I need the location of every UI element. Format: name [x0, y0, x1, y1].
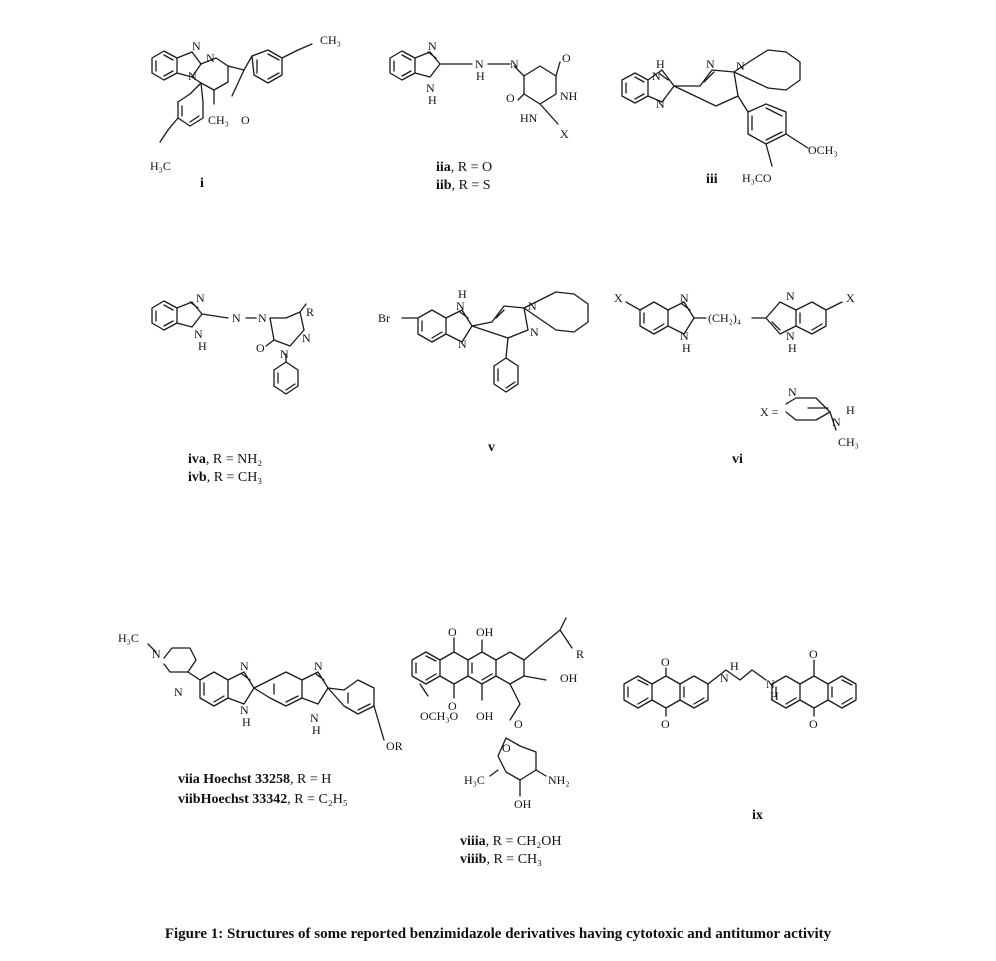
atom-o: O: [448, 699, 457, 713]
atom-oh: OH: [514, 797, 532, 811]
atom-n: N: [232, 311, 241, 325]
atom-oh: OH: [476, 625, 494, 639]
atom-o: O: [809, 717, 818, 731]
atom-o: O: [448, 625, 457, 639]
atoms-viii: [420, 625, 584, 811]
atom-n: N: [530, 325, 539, 339]
atom-x-eq: X =: [760, 405, 779, 419]
atom-hn: HN: [520, 111, 538, 125]
atom-h3c: H₃C: [150, 159, 171, 173]
atom-h3co: H₃CO: [742, 171, 772, 185]
label-ivb: ivb, R = CH₃: [188, 470, 263, 485]
atom-n: N: [766, 677, 775, 691]
atom-n: N: [428, 39, 437, 53]
atom-h3c: H₃C: [118, 631, 139, 645]
atoms-ii: [426, 39, 578, 141]
atom-or: OR: [386, 739, 403, 753]
atom-o: O: [241, 113, 250, 127]
label-vi: vi: [732, 452, 743, 467]
label-iib: iib, R = S: [436, 178, 491, 193]
atom-n: N: [510, 57, 519, 71]
atom-oh: OH: [476, 709, 494, 723]
atom-n: N: [310, 711, 319, 725]
label-viib: viibHoechst 33342, R = C₂H₅: [178, 792, 348, 807]
atom-nh2: NH₂: [548, 773, 570, 787]
atom-n: N: [240, 703, 249, 717]
atoms-v: [378, 287, 539, 351]
structure-ii: [390, 39, 578, 141]
atom-h: H: [656, 57, 665, 71]
label-viiia: viiia, R = CH₂OH: [460, 834, 562, 849]
structure-viii: [412, 618, 584, 811]
atom-o: O: [514, 717, 523, 731]
atom-n: N: [458, 337, 467, 351]
label-viia: viia Hoechst 33258, R = H: [178, 772, 332, 787]
atom-h: H: [198, 339, 207, 353]
atom-n: N: [786, 289, 795, 303]
atoms-iii: [652, 57, 838, 185]
atom-n: N: [475, 57, 484, 71]
atom-och3o: OCH₃O: [420, 709, 459, 723]
atom-n: N: [302, 331, 311, 345]
structure-iii: [622, 50, 838, 185]
atom-nh: NH: [560, 89, 578, 103]
atom-o: O: [506, 91, 515, 105]
atom-h: H: [428, 93, 437, 107]
atom-n: N: [706, 57, 715, 71]
structure-v: [378, 287, 588, 392]
atom-och3: OCH₃: [808, 143, 838, 157]
atom-n: N: [258, 311, 267, 325]
atom-ch2-chain: (CH₂)₄: [708, 311, 742, 325]
atom-n: N: [680, 291, 689, 305]
atom-h: H: [476, 69, 485, 83]
atom-n: N: [314, 659, 323, 673]
figure-caption: Figure 1: Structures of some reported benzimidazole derivatives having cytotoxic and antitumor activity: [164, 926, 832, 942]
atom-o: O: [809, 647, 818, 661]
atom-h: H: [458, 287, 467, 301]
structure-vi: [614, 289, 859, 449]
atom-x: X: [560, 127, 569, 141]
label-ix: ix: [752, 808, 763, 823]
atom-h: H: [770, 689, 779, 703]
atoms-vi: [614, 289, 859, 449]
atom-h: H: [242, 715, 251, 729]
atom-x: X: [614, 291, 623, 305]
structure-vii: [118, 631, 403, 753]
atom-r: R: [306, 305, 315, 319]
atom-n: N: [152, 647, 161, 661]
atom-n: N: [426, 81, 435, 95]
atom-n: N: [188, 69, 197, 83]
atom-n: N: [786, 329, 795, 343]
atom-n: N: [192, 39, 201, 53]
atom-n: N: [652, 69, 661, 83]
atom-oh: OH: [560, 671, 578, 685]
atom-n: N: [196, 291, 205, 305]
atom-n: N: [174, 685, 183, 699]
atom-ch3: CH₃: [838, 435, 859, 449]
atom-n: N: [680, 329, 689, 343]
label-viiib: viiib, R = CH₃: [460, 852, 543, 867]
label-iia: iia, R = O: [436, 160, 493, 175]
structure-iv: [152, 291, 314, 394]
atom-o: O: [661, 717, 670, 731]
structure-i: [150, 33, 341, 173]
atom-h: H: [682, 341, 691, 355]
atom-n: N: [528, 299, 537, 313]
label-v: v: [488, 440, 495, 455]
atom-n: N: [720, 671, 729, 685]
atom-r: R: [576, 647, 585, 661]
atom-h3c: H₃C: [464, 773, 485, 787]
atom-n: N: [656, 97, 665, 111]
atom-ch3: CH₃: [320, 33, 341, 47]
atom-n: N: [194, 327, 203, 341]
atom-o: O: [502, 741, 511, 755]
atom-o: O: [661, 655, 670, 669]
atom-ch3: CH₃: [208, 113, 229, 127]
atom-n: N: [736, 59, 745, 73]
atom-h: H: [846, 403, 855, 417]
atom-br: Br: [378, 311, 390, 325]
label-iii: iii: [706, 172, 718, 187]
atom-o: O: [562, 51, 571, 65]
atom-h: H: [788, 341, 797, 355]
atom-x: X: [846, 291, 855, 305]
atom-n: N: [456, 299, 465, 313]
atom-h: H: [312, 723, 321, 737]
atom-n: N: [240, 659, 249, 673]
atom-n: N: [788, 385, 797, 399]
label-i: i: [200, 176, 204, 191]
atom-n: N: [832, 415, 841, 429]
structure-ix: [624, 647, 856, 731]
atom-o: O: [256, 341, 265, 355]
atoms-iv: [194, 291, 314, 361]
atom-n: N: [206, 51, 215, 65]
label-iva: iva, R = NH₂: [188, 452, 263, 467]
atom-h: H: [730, 659, 739, 673]
atom-n: N: [280, 347, 289, 361]
